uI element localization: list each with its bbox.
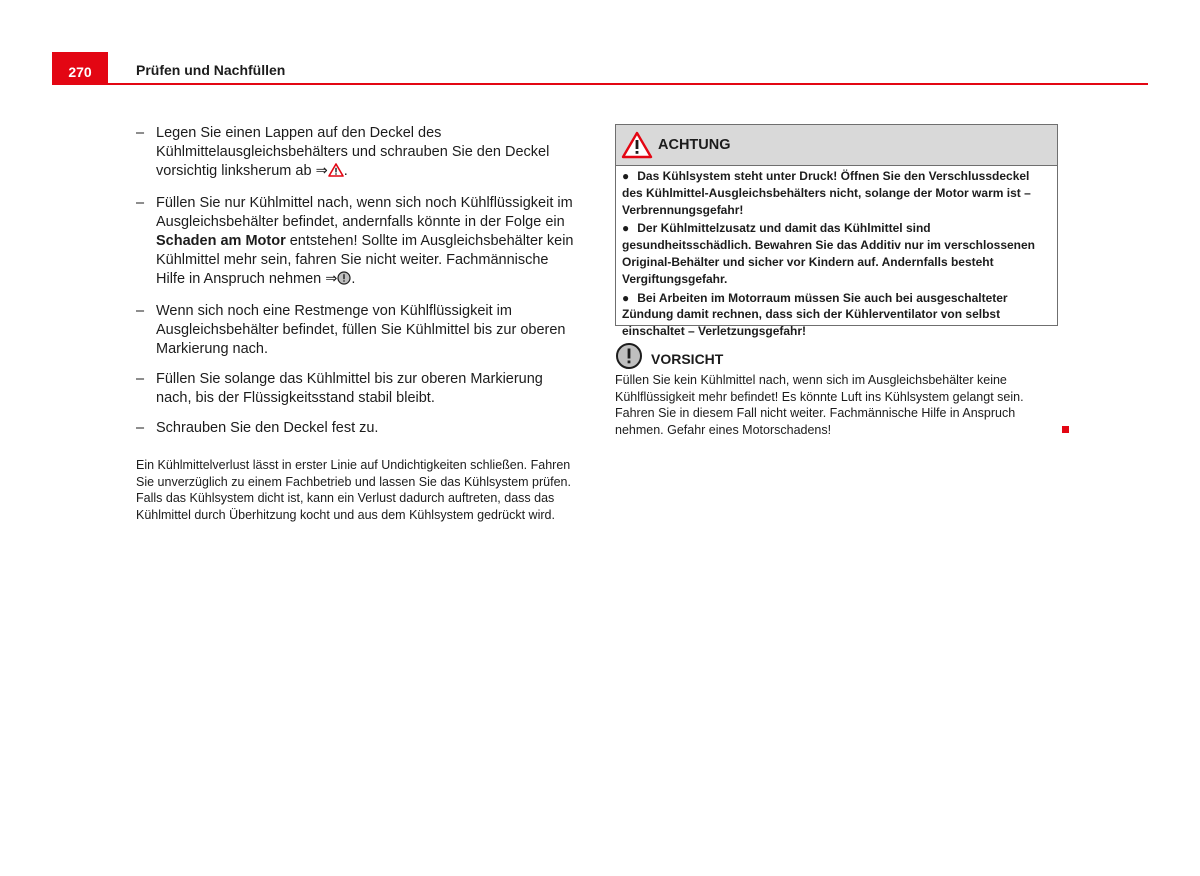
warning-item-text: Das Kühlsystem steht unter Druck! Öffnen Sie den Verschlussdeckel des Kühlmittel-Ausgleichsbehälters nicht, solange der Motor warm ist – Verbrennungsgefahr! [622,169,1031,217]
warning-header [616,125,1057,166]
bullet: ● [622,221,630,236]
step-item [136,194,576,291]
warning-item-text: Der Kühlmittelzusatz und damit das Kühlmittel sind gesundheitsschädlich. Bewahren Sie das Additiv nur im verschlossenen Original-Behälter und sicher vor Kindern auf. Andernfalls besteht Vergiftungsgefahr. [622,221,1036,286]
caution-header [615,342,1055,370]
step-emphasis: Schaden am Motor [156,233,286,249]
page-number: 270 [52,52,108,85]
step-item [136,370,576,408]
step-item [136,124,576,183]
caution-note [615,342,1055,451]
caution-title: VORSICHT [651,351,724,367]
caution-text: Füllen Sie kein Kühlmittel nach, wenn sich im Ausgleichsbehälter keine Kühlflüssigkeit mehr befindet! Es könnte Luft ins Kühlsystem gelangt sein. Fahren Sie in diesem Fall nicht weiter. Fachmännische Hilfe in Anspruch nehmen. Gefahr eines Motorschadens! [615,373,1024,437]
warning-box [615,124,1058,339]
caution-circle-icon [615,342,643,370]
warning-item-text: Bei Arbeiten im Motorraum müssen Sie auch bei ausgeschalteter Zündung damit rechnen, dass sich der Kühlerventilator von selbst einschaltet – Verletzungsgefahr! [622,290,1008,339]
step-list [136,124,576,438]
warning-item [622,168,1051,218]
instruction-column [136,124,576,536]
step-suffix: . [351,271,356,287]
bullet: ● [622,290,630,305]
warning-body [616,166,1057,340]
step-text: Füllen Sie nur Kühlmittel nach, wenn sich noch Kühlflüssigkeit im Ausgleichsbehälter befindet, andernfalls könnte in der Folge ein [156,195,573,230]
warning-triangle-icon [621,131,653,159]
step-text: Füllen Sie solange das Kühlmittel bis zur oberen Markierung nach, bis der Flüssigkeitsstand stabil bleibt. [156,371,543,406]
section-title: Prüfen und Nachfüllen [136,62,286,78]
warning-item [622,290,1051,340]
step-dash: – [136,125,145,141]
caution-circle-icon [337,271,351,291]
note-paragraph: Ein Kühlmittelverlust lässt in erster Linie auf Undichtigkeiten schließen. Fahren Sie unverzüglich zu einem Fachbetrieb und lassen Sie das Kühlsystem prüfen. Falls das Kühlsystem dicht ist, kann ein Verlust dadurch auftreten, dass das Kühlmittel durch Überhitzung kocht und aus dem Kühlsystem gedrückt wird. [136,458,571,522]
warning-title: ACHTUNG [658,137,731,153]
step-text: Legen Sie einen Lappen auf den Deckel des Kühlmittelausgleichsbehälters und schrauben Sie den Deckel vorsichtig linksherum ab ⇒ [156,125,550,179]
end-of-section-marker [1062,426,1069,433]
step-text: entstehen! Sollte im Ausgleichsbehälter kein Kühlmittel mehr sein, fahren Sie nicht weiter. Fachmännische Hilfe in Anspruch nehmen ⇒ [156,233,574,287]
warning-triangle-icon [328,163,344,183]
step-dash: – [136,371,145,387]
warning-item [622,220,1051,287]
step-dash: – [136,195,145,211]
step-item [136,419,576,438]
step-text: Wenn sich noch eine Restmenge von Kühlflüssigkeit im Ausgleichsbehälter befindet, füllen Sie Kühlmittel bis zur oberen Markierung nach. [156,303,566,357]
step-suffix: . [343,163,348,179]
step-text: Schrauben Sie den Deckel fest zu. [156,420,379,436]
header-rule [52,83,1148,85]
step-dash: – [136,420,145,436]
step-dash: – [136,303,145,319]
bullet: ● [622,169,630,183]
step-item [136,302,576,359]
